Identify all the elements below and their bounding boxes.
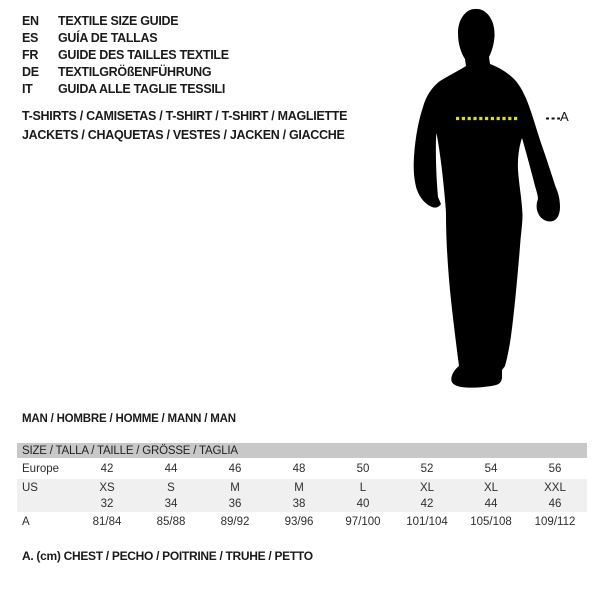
list-item (22, 46, 229, 63)
table-header-row (17, 443, 587, 458)
table-cell: 101/104 (406, 516, 448, 528)
man-silhouette-figure (390, 0, 600, 420)
table-cell: 38 (292, 498, 306, 510)
table-row-europe (17, 458, 587, 479)
table-cell: 36 (228, 498, 242, 510)
man-silhouette-path (414, 9, 560, 388)
category-jackets: JACKETS / CHAQUETAS / VESTES / JACKEN / GIACCHE (22, 128, 345, 142)
table-cell: 56 (548, 462, 562, 475)
table-cell: 34 (164, 498, 178, 510)
language-title: GUIDE DES TAILLES TEXTILE (58, 47, 229, 62)
measure-label-a: A (560, 109, 569, 124)
table-cell: 52 (420, 462, 434, 475)
table-cell: L (359, 481, 367, 494)
table-cell: XL (483, 481, 499, 494)
table-cell: 109/112 (534, 516, 576, 528)
table-cell: 50 (356, 462, 370, 475)
list-item (22, 12, 229, 29)
section-title-man: MAN / HOMBRE / HOMME / MANN / MAN (22, 413, 236, 425)
language-code: ES (22, 30, 39, 45)
table-cell: 54 (484, 462, 498, 475)
row-label: US (22, 481, 38, 494)
table-cell: 46 (548, 498, 562, 510)
list-item (22, 63, 229, 80)
table-cell: 42 (420, 498, 434, 510)
table-cell: S (167, 481, 175, 494)
table-row-numeric (17, 496, 587, 512)
table-cell: 46 (228, 462, 242, 475)
size-table (17, 443, 587, 532)
language-title-list (22, 12, 229, 97)
table-cell: 93/96 (284, 516, 314, 528)
table-header-label: SIZE / TALLA / TAILLE / GRÖSSE / TAGLIA (22, 444, 238, 457)
category-tshirts: T-SHIRTS / CAMISETAS / T-SHIRT / T-SHIRT / MAGLIETTE (22, 109, 348, 123)
table-row-us (17, 479, 587, 496)
language-code: DE (22, 64, 39, 79)
table-cell: M (294, 481, 304, 494)
table-cell: 81/84 (92, 516, 122, 528)
language-code: FR (22, 47, 39, 62)
measurement-footnote: A. (cm) CHEST / PECHO / POITRINE / TRUHE / PETTO (22, 549, 313, 563)
row-label: Europe (22, 462, 60, 475)
language-title: GUÍA DE TALLAS (58, 30, 158, 45)
table-cell: 40 (356, 498, 370, 510)
language-title: GUIDA ALLE TAGLIE TESSILI (58, 81, 226, 96)
row-label: A (22, 516, 30, 528)
list-item (22, 80, 229, 97)
table-cell: 85/88 (156, 516, 186, 528)
language-title: TEXTILE SIZE GUIDE (58, 13, 179, 28)
garment-categories (22, 107, 347, 145)
table-cell: 32 (100, 498, 114, 510)
table-cell: 97/100 (345, 516, 381, 528)
table-cell: M (230, 481, 240, 494)
table-cell: XS (99, 481, 115, 494)
table-cell: 44 (484, 498, 498, 510)
table-cell: XL (419, 481, 435, 494)
man-silhouette-svg (390, 0, 600, 420)
table-row-chest-cm (17, 512, 587, 532)
list-item (22, 29, 229, 46)
table-cell: XXL (544, 481, 566, 494)
language-code: EN (22, 13, 39, 28)
language-title: TEXTILGRÖßENFÜHRUNG (58, 64, 212, 79)
table-cell: 89/92 (220, 516, 250, 528)
table-cell: 42 (100, 462, 114, 475)
table-cell: 44 (164, 462, 178, 475)
language-code: IT (22, 81, 33, 96)
table-cell: 105/108 (470, 516, 512, 528)
table-cell: 48 (292, 462, 306, 475)
